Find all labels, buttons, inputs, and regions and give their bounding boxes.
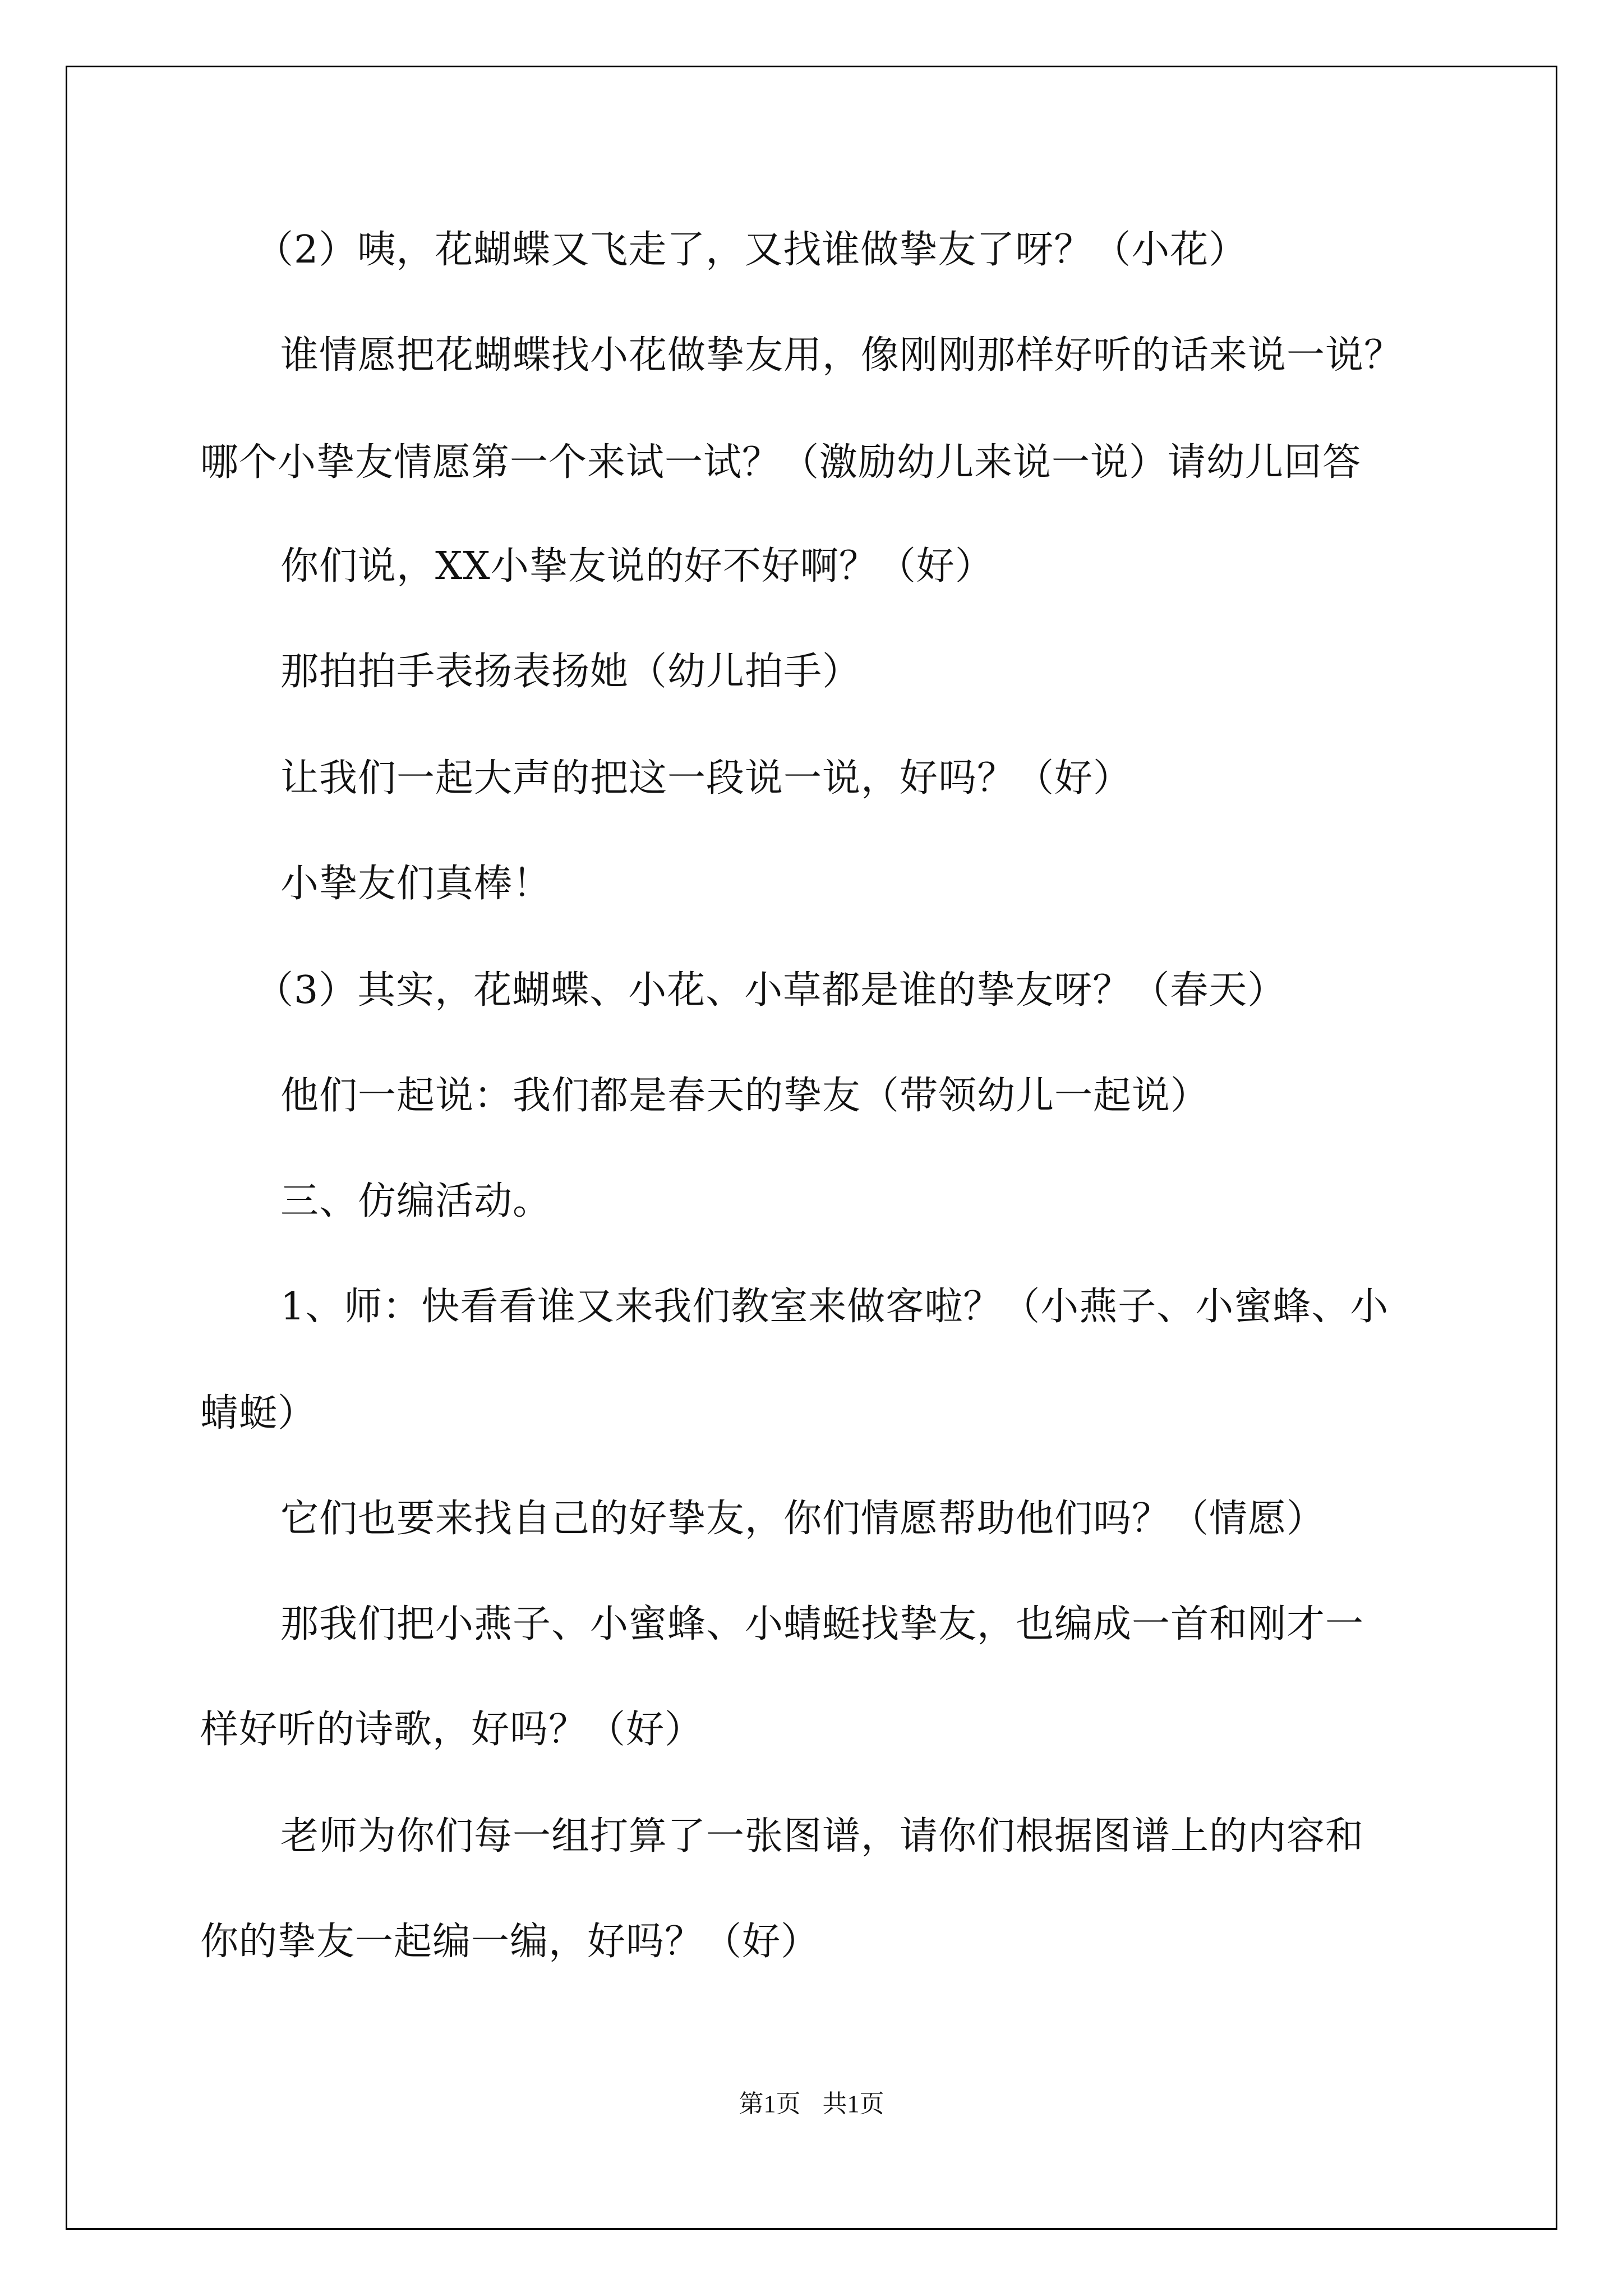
page-number: 第1页	[739, 2090, 801, 2118]
paragraph-7: （3）其实，花蝴蝶、小花、小草都是谁的挚友呀？（春天）	[255, 968, 1287, 1013]
paragraph-10: 它们也要来找自己的好挚友，你们情愿帮助他们吗？（情愿）	[280, 1497, 1326, 1541]
paragraph-2-cont: 哪个小挚友情愿第一个来试一试？（激励幼儿来说一说）请幼儿回答	[200, 440, 1362, 485]
paragraph-5: 让我们一起大声的把这一段说一说，好吗？（好）	[280, 756, 1132, 800]
paragraph-11-cont: 样好听的诗歌，好吗？（好）	[200, 1708, 704, 1752]
paragraph-2: 谁情愿把花蝴蝶找小花做挚友用，像刚刚那样好听的话来说一说？	[280, 333, 1403, 378]
paragraph-11: 那我们把小燕子、小蜜蜂、小蜻蜓找挚友，也编成一首和刚才一	[280, 1602, 1364, 1646]
paragraph-6: 小挚友们真棒！	[280, 862, 552, 906]
paragraph-12-cont: 你的挚友一起编一编，好吗？（好）	[200, 1920, 820, 1964]
section-heading: 三、仿编活动。	[280, 1179, 552, 1223]
page-border	[66, 66, 1557, 2230]
paragraph-9: 1、师：快看看谁又来我们教室来做客啦？（小燕子、小蜜蜂、小	[280, 1285, 1389, 1329]
paragraph-12: 老师为你们每一组打算了一张图谱，请你们根据图谱上的内容和	[280, 1814, 1364, 1858]
page-total: 共1页	[822, 2090, 884, 2118]
paragraph-4: 那拍拍手表扬表扬她（幼儿拍手）	[280, 650, 861, 694]
page-footer	[0, 2088, 1623, 2120]
paragraph-8: 他们一起说：我们都是春天的挚友（带领幼儿一起说）	[280, 1074, 1210, 1118]
paragraph-9-cont: 蜻蜓）	[200, 1391, 317, 1435]
paragraph-3: 你们说，XX小挚友说的好不好啊？（好）	[280, 544, 994, 588]
paragraph-1: （2）咦，花蝴蝶又飞走了，又找谁做挚友了呀？（小花）	[255, 228, 1248, 272]
